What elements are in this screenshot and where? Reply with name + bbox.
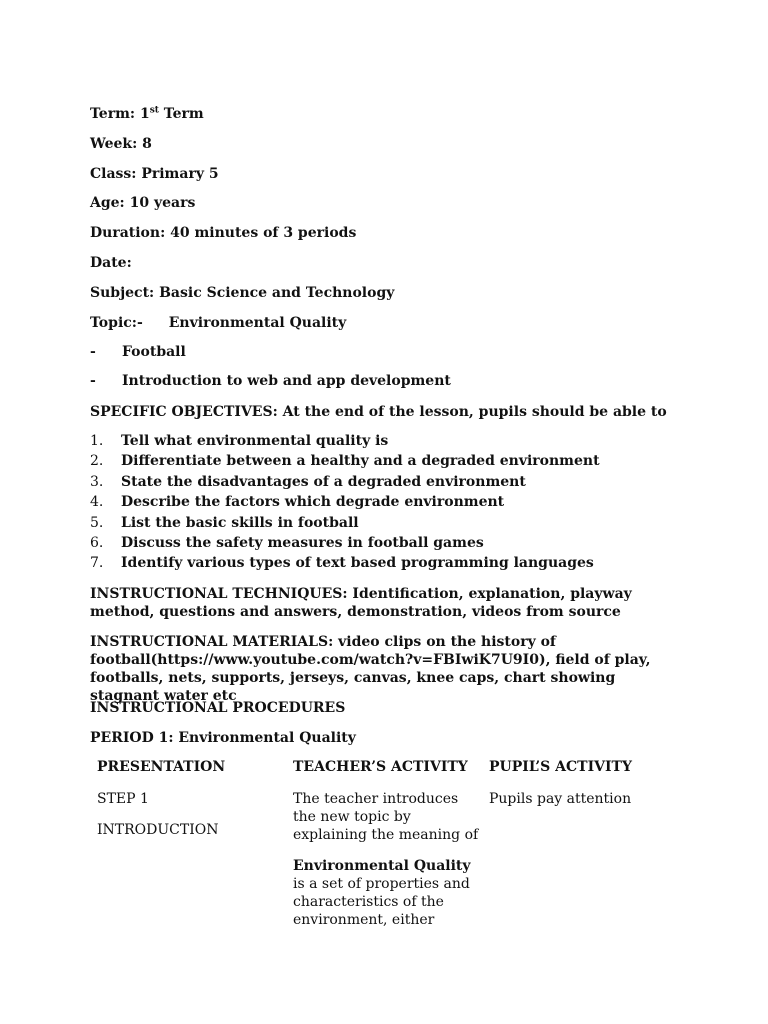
subtopic-item: Introduction to web and app development [122, 373, 451, 389]
list-item: 1. Tell what environmental quality is [90, 433, 389, 449]
week-line: Week: 8 [90, 136, 152, 152]
subject-line: Subject: Basic Science and Technology [90, 285, 395, 301]
materials-paragraph: INSTRUCTIONAL MATERIALS: video clips on the history of football(https://www.youtube.com/watch?v=FBIwiK7U9I0), field of play, footballs, nets, supports, jerseys, canvas, knee caps, chart showing stagnant water etc [90, 634, 651, 704]
procedures-heading: INSTRUCTIONAL PROCEDURES [90, 700, 346, 716]
date-line: Date: [90, 255, 132, 271]
environmental-quality-term: Environmental Quality [293, 858, 471, 874]
duration-line: Duration: 40 minutes of 3 periods [90, 225, 357, 241]
list-item: 2. Differentiate between a healthy and a degraded environment [90, 453, 600, 470]
subtopic-item: Football [122, 344, 186, 360]
topic-label: Topic:- [90, 315, 143, 331]
pupil-activity-text: Pupils pay attention [489, 791, 632, 807]
step-name: INTRODUCTION [97, 822, 219, 838]
term-line: Term: 1st Term [90, 105, 204, 122]
techniques-paragraph: INSTRUCTIONAL TECHNIQUES: Identification, explanation, playway method, questions and answers, demonstration, videos from source [90, 586, 632, 620]
step-label: STEP 1 [97, 791, 149, 807]
column-header-pupil: PUPIL’S ACTIVITY [489, 759, 632, 775]
age-line: Age: 10 years [90, 195, 196, 211]
list-item: 4. Describe the factors which degrade environment [90, 494, 505, 511]
objectives-heading: SPECIFIC OBJECTIVES: At the end of the lesson, pupils should be able to [90, 404, 667, 420]
topic-line [90, 314, 346, 332]
topic-value: Environmental Quality [168, 315, 347, 331]
subtopic-dash: - [90, 373, 96, 389]
list-item: 7. Identify various types of text based programming languages [90, 555, 594, 572]
list-item: 3. State the disadvantages of a degraded environment [90, 473, 526, 490]
class-line: Class: Primary 5 [90, 166, 219, 182]
teacher-activity-text: The teacher introduces the new topic by explaining the meaning of [293, 791, 479, 843]
objectives-list [90, 432, 600, 575]
column-header-presentation: PRESENTATION [97, 759, 226, 775]
subtopic-dash: - [90, 344, 96, 360]
column-header-teacher: TEACHER’S ACTIVITY [293, 759, 468, 775]
list-item: 6. Discuss the safety measures in football games [90, 534, 484, 551]
list-item: 5. List the basic skills in football [90, 514, 359, 531]
teacher-activity-definition: Environmental Quality is a set of properties and characteristics of the environment, either [293, 858, 471, 928]
term-superscript: st [149, 105, 159, 116]
period-heading: PERIOD 1: Environmental Quality [90, 730, 356, 746]
